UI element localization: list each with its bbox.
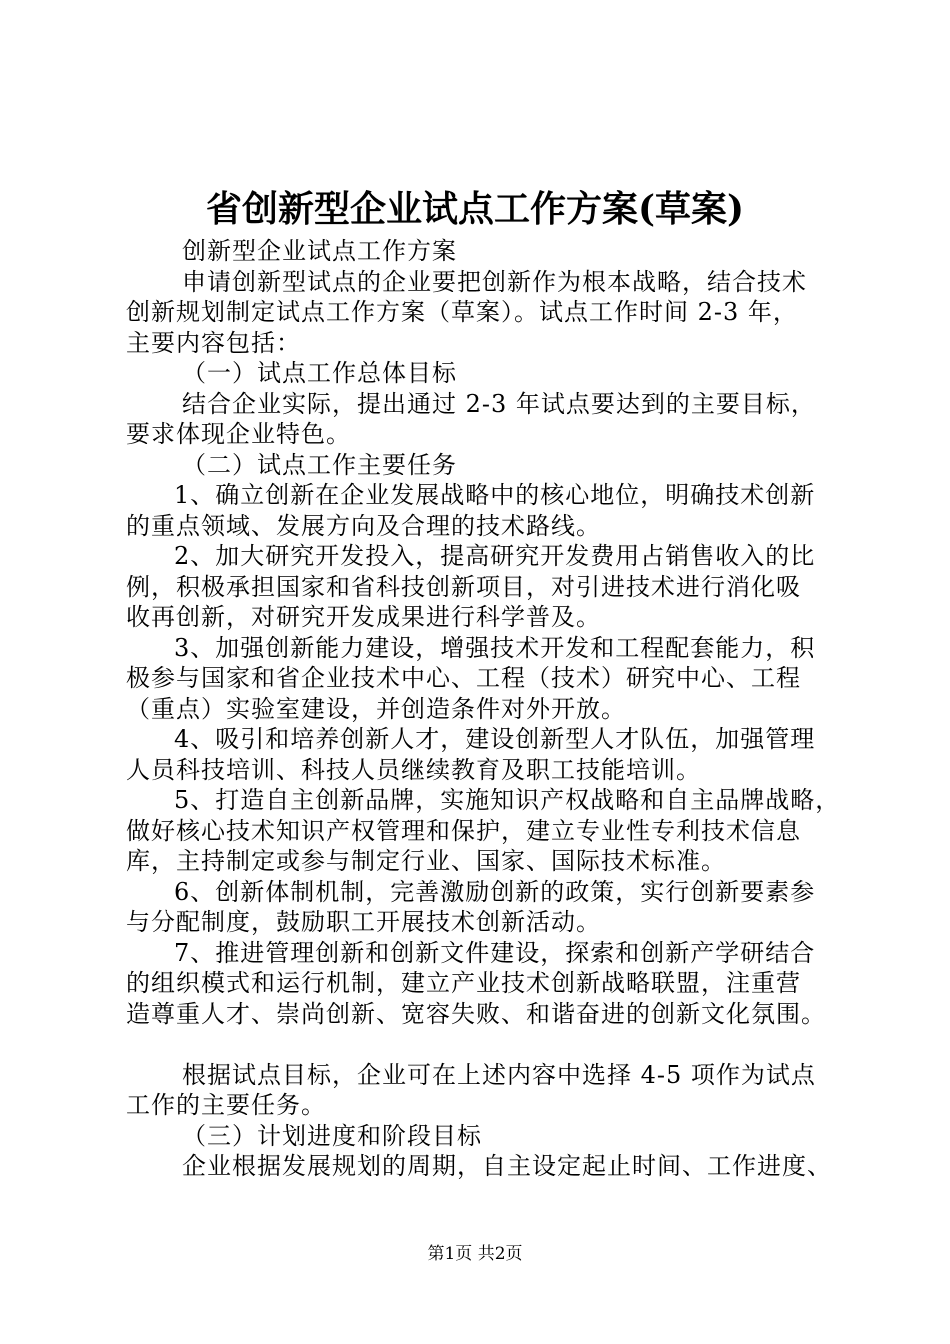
list-item-line: 造尊重人才、崇尚创新、宽容失败、和谐奋进的创新文化氛围。: [126, 999, 826, 1028]
section-heading: （二）试点工作主要任务: [182, 450, 457, 479]
list-item-line: 3、加强创新能力建设，增强技术开发和工程配套能力，积: [174, 633, 816, 662]
list-item-line: 1、确立创新在企业发展战略中的核心地位，明确技术创新: [174, 481, 816, 509]
paragraph-line: 企业根据发展规划的周期，自主设定起止时间、工作进度、: [182, 1152, 832, 1180]
list-item-line: 做好核心技术知识产权管理和保护，建立专业性专利技术信息: [126, 816, 801, 845]
paragraph-line: 主要内容包括：: [126, 328, 301, 357]
list-item-line: 的重点领域、发展方向及合理的技术路线。: [126, 511, 601, 540]
list-item-line: 极参与国家和省企业技术中心、工程（技术）研究中心、工程: [126, 664, 801, 692]
list-item-line: 5、打造自主创新品牌，实施知识产权战略和自主品牌战略，: [174, 786, 841, 814]
section-heading: （三）计划进度和阶段目标: [182, 1121, 482, 1150]
document-title: 省创新型企业试点工作方案(草案): [205, 188, 745, 230]
list-item-line: 2、加大研究开发投入，提高研究开发费用占销售收入的比: [174, 542, 816, 570]
list-item-line: 人员科技培训、科技人员继续教育及职工技能培训。: [126, 755, 701, 784]
list-item-line: 与分配制度，鼓励职工开展技术创新活动。: [126, 908, 601, 936]
paragraph-line: 申请创新型试点的企业要把创新作为根本战略，结合技术: [182, 267, 807, 296]
subtitle-line: 创新型企业试点工作方案: [182, 237, 457, 265]
list-item-line: 的组织模式和运行机制，建立产业技术创新战略联盟，注重营: [126, 969, 801, 997]
page-footer: 第1页 共2页: [427, 1244, 523, 1264]
list-item-line: 例，积极承担国家和省科技创新项目，对引进技术进行消化吸: [126, 572, 801, 601]
paragraph-line: 创新规划制定试点工作方案（草案）。试点工作时间 2-3 年，: [126, 298, 798, 326]
document-body: [126, 236, 844, 1182]
list-item-line: 收再创新，对研究开发成果进行科学普及。: [126, 603, 601, 631]
blank-line: [126, 1029, 844, 1060]
paragraph-line: 要求体现企业特色。: [126, 420, 351, 448]
list-item-line: 6、创新体制机制，完善激励创新的政策，实行创新要素参: [174, 877, 816, 906]
list-item-line: 库，主持制定或参与制定行业、国家、国际技术标准。: [126, 847, 726, 875]
paragraph-line: 工作的主要任务。: [126, 1091, 326, 1119]
list-item-line: 4、吸引和培养创新人才，建设创新型人才队伍，加强管理: [174, 725, 816, 753]
paragraph-line: 根据试点目标，企业可在上述内容中选择 4-5 项作为试点: [182, 1060, 816, 1089]
list-item-line: （重点）实验室建设，并创造条件对外开放。: [126, 694, 626, 723]
section-heading: （一）试点工作总体目标: [182, 359, 457, 387]
list-item-line: 7、推进管理创新和创新文件建设，探索和创新产学研结合: [174, 938, 816, 967]
paragraph-line: 结合企业实际，提出通过 2-3 年试点要达到的主要目标，: [182, 389, 816, 418]
